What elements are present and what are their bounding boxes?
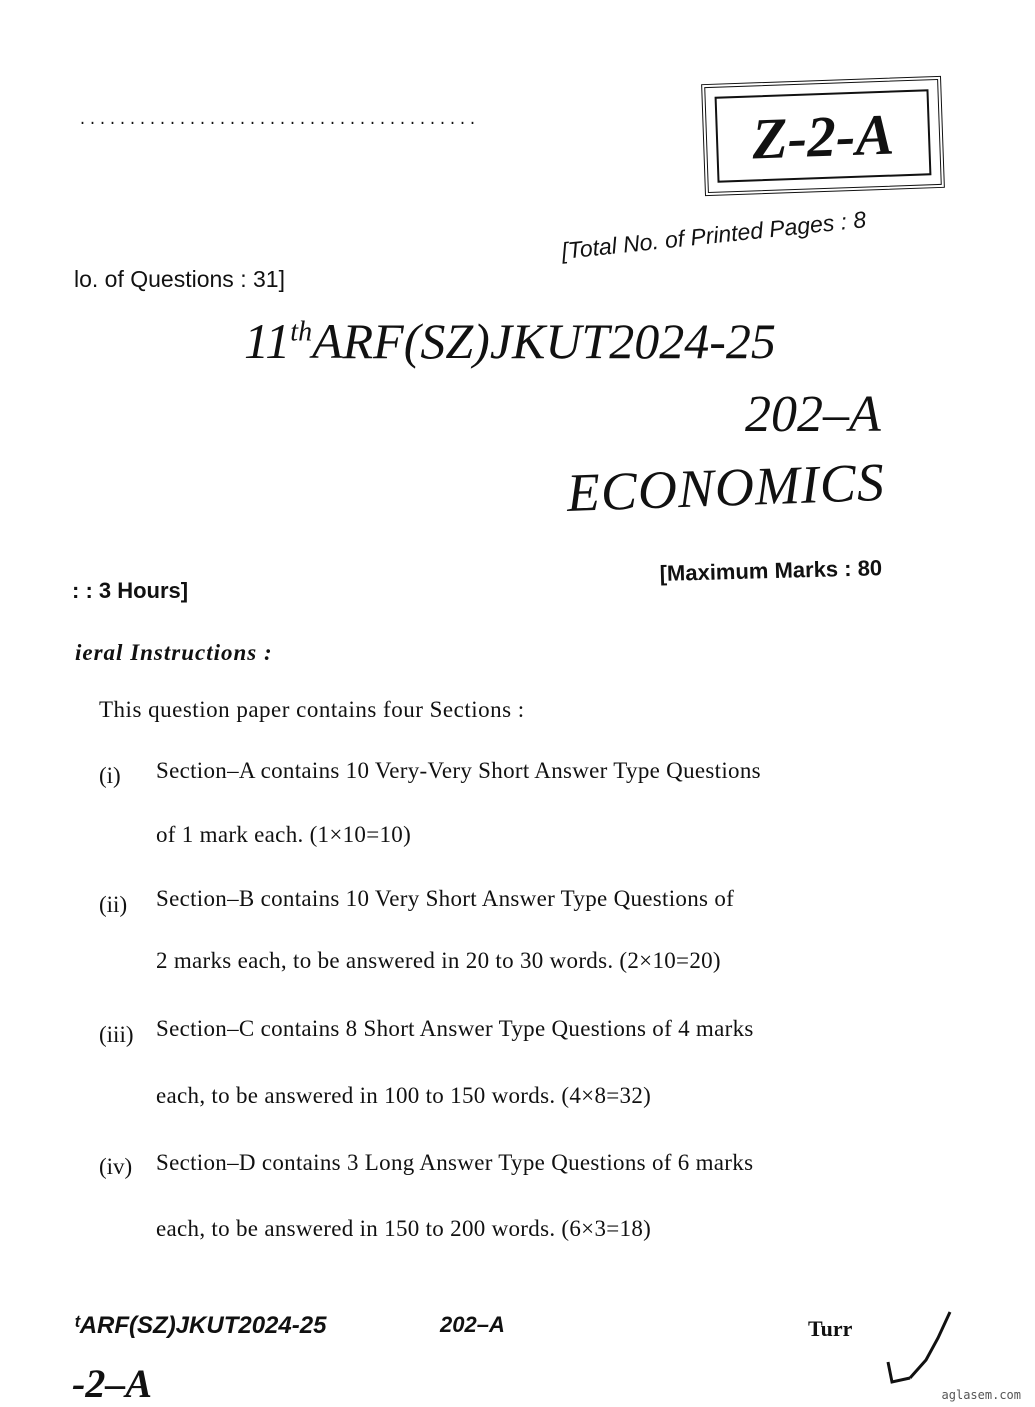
exam-series-title — [244, 312, 776, 370]
printed-pages: [Total No. of Printed Pages : 8 — [560, 206, 868, 265]
instruction-item-label: (iii) — [99, 1022, 134, 1047]
pen-mark-icon — [880, 1308, 960, 1388]
instruction-item-line: each, to be answered in 150 to 200 words. (6×3=18) — [156, 1216, 652, 1241]
instruction-item-line: 2 marks each, to be answered in 20 to 30 words. (2×10=20) — [156, 948, 721, 973]
maximum-marks: [Maximum Marks : 80 — [659, 555, 883, 587]
subject-code: 202–A — [745, 386, 881, 443]
time-allowed: : : 3 Hours] — [72, 578, 189, 603]
footer-set-code: -2–A — [72, 1361, 152, 1406]
watermark: aglasem.com — [941, 1388, 1021, 1402]
instruction-item-label: (ii) — [99, 892, 128, 917]
footer-series: ᵗARF(SZ)JKUT2024-25 — [74, 1312, 327, 1339]
instruction-item-line: Section–C contains 8 Short Answer Type Questions of 4 marks — [156, 1016, 754, 1041]
instruction-item-line: Section–B contains 10 Very Short Answer Type Questions of — [156, 886, 735, 911]
series-rest: ARF(SZ)JKUT2024-25 — [312, 313, 776, 369]
subject-title: ECONOMICS — [565, 451, 886, 524]
instructions-title: ieral Instructions : — [75, 640, 273, 665]
instruction-item-label: (iv) — [99, 1154, 133, 1179]
instruction-item-line: Section–D contains 3 Long Answer Type Questions of 6 marks — [156, 1150, 754, 1175]
paper-set-code-inner-border — [715, 89, 932, 182]
name-dotted-line: ........................................ — [78, 112, 479, 129]
instruction-item-line: Section–A contains 10 Very-Very Short Answer Type Questions — [156, 758, 761, 783]
paper-set-code: Z-2-A — [751, 101, 895, 171]
questions-count: lo. of Questions : 31] — [74, 266, 285, 292]
instruction-item-line: of 1 mark each. (1×10=10) — [156, 822, 412, 847]
instruction-item-label: (i) — [99, 763, 121, 788]
instruction-item-line: each, to be answered in 100 to 150 words. (4×8=32) — [156, 1083, 652, 1108]
series-prefix: 11 — [244, 313, 291, 369]
instructions-intro: This question paper contains four Sections : — [99, 697, 525, 722]
paper-set-code-box — [701, 76, 945, 196]
footer-subject-code: 202–A — [440, 1312, 505, 1337]
series-superscript: th — [290, 316, 313, 348]
footer-turn-over: Turr — [808, 1316, 853, 1341]
